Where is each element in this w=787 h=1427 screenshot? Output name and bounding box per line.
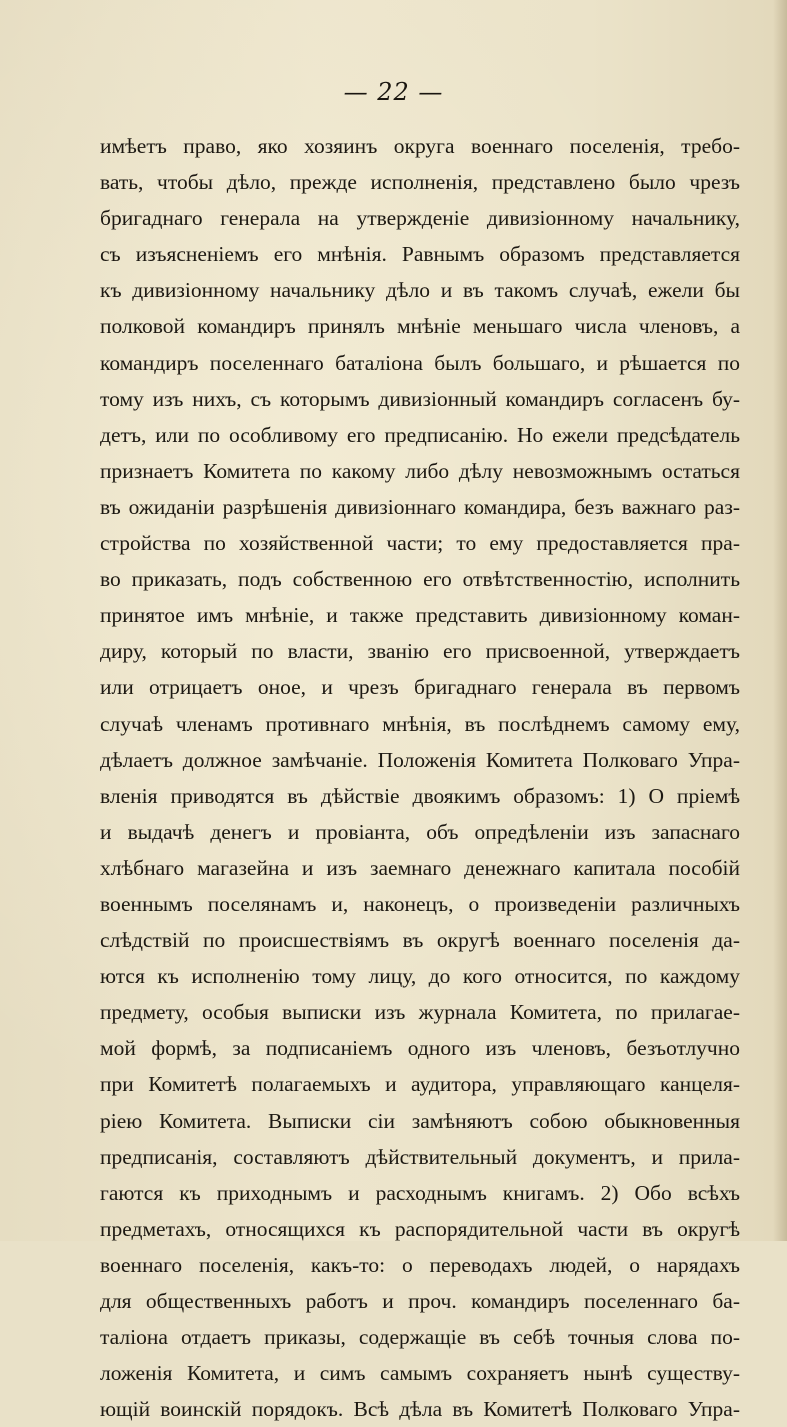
text-line: детъ, или по особливому его предписанію. Но ежели предсѣдатель: [100, 422, 740, 447]
text-line: военнымъ поселянамъ и, наконецъ, о произведеніи различныхъ: [100, 891, 740, 916]
text-line: въ ожиданіи разрѣшенія дивизіоннаго командира, безъ важнаго раз-: [100, 494, 740, 519]
text-line: принятое имъ мнѣніе, и также представить дивизіонному коман-: [100, 603, 740, 628]
text-line: ложенія Комитета, и симъ самымъ сохраняетъ нынѣ существу-: [100, 1361, 740, 1386]
text-line: или отрицаетъ оное, и чрезъ бригаднаго генерала въ первомъ: [100, 675, 740, 700]
text-line: и выдачѣ денегъ и провіанта, объ опредѣленіи изъ запаснаго: [100, 819, 740, 844]
text-line: при Комитетѣ полагаемыхъ и аудитора, управляющаго канцеля-: [100, 1072, 740, 1097]
text-line: бригаднаго генерала на утвержденіе дивизіонному начальнику,: [100, 206, 740, 231]
text-line: дѣлаетъ должное замѣчаніе. Положенія Комитета Полковаго Упра-: [100, 747, 740, 772]
text-line: во приказать, подъ собственною его отвѣтственностію, исполнить: [100, 567, 740, 592]
text-line: военнаго поселенія, какъ-то: о переводахъ людей, о нарядахъ: [100, 1252, 740, 1277]
text-line: случаѣ членамъ противнаго мнѣнія, въ послѣднемъ самому ему,: [100, 711, 740, 736]
text-line: предписанія, составляютъ дѣйствительный документъ, и прила-: [100, 1144, 740, 1169]
text-line: таліона отдаетъ приказы, содержащіе въ себѣ точныя слова по-: [100, 1325, 740, 1350]
body-text: [100, 128, 740, 1427]
text-line: имѣетъ право, яко хозяинъ округа военнаго поселенія, требо-: [100, 134, 740, 158]
text-line: предметахъ, относящихся къ распорядительной части въ округѣ: [100, 1216, 740, 1241]
text-line: къ дивизіонному начальнику дѣло и въ такомъ случаѣ, ежели бы: [100, 278, 740, 303]
text-line: диру, который по власти, званію его присвоенной, утверждаетъ: [100, 639, 740, 664]
page-number-header: — 22 —: [343, 78, 444, 106]
text-line: признаетъ Комитета по какому либо дѣлу невозможнымъ остаться: [100, 458, 740, 483]
text-line: ріею Комитета. Выписки сіи замѣняютъ собою обыкновенныя: [100, 1108, 740, 1133]
text-line: тому изъ нихъ, съ которымъ дивизіонный командиръ согласенъ бу-: [100, 386, 740, 411]
text-line: съ изъясненіемъ его мнѣнія. Равнымъ образомъ представляется: [100, 242, 740, 267]
text-line: ются къ исполненію тому лицу, до кого относится, по каждому: [100, 964, 740, 989]
text-line: командиръ поселеннаго баталіона былъ большаго, и рѣшается по: [100, 350, 740, 375]
text-line: стройства по хозяйственной части; то ему предоставляется пра-: [100, 531, 740, 556]
text-line: вленія приводятся въ дѣйствіе двоякимъ образомъ: 1) О пріемѣ: [100, 783, 740, 808]
text-line: полковой командиръ принялъ мнѣніе меньшаго числа членовъ, а: [100, 314, 740, 339]
text-line: ющій воинскій порядокъ. Всѣ дѣла въ Комитетѣ Полковаго Упра-: [100, 1397, 740, 1422]
text-line: мой формѣ, за подписаніемъ одного изъ членовъ, безъотлучно: [100, 1036, 740, 1061]
text-line: слѣдствій по происшествіямъ въ округѣ военнаго поселенія да-: [100, 928, 740, 953]
text-line: хлѣбнаго магазейна и изъ заемнаго денежнаго капитала пособій: [100, 855, 740, 880]
text-line: вать, чтобы дѣло, прежде исполненія, представлено было чрезъ: [100, 170, 740, 195]
text-line: для общественныхъ работъ и проч. командиръ поселеннаго ба-: [100, 1289, 740, 1313]
text-line: гаются къ приходнымъ и расходнымъ книгамъ. 2) Обо всѣхъ: [100, 1180, 740, 1205]
page-edge-shadow: [773, 0, 787, 1241]
text-line: предмету, особыя выписки изъ журнала Комитета, по прилагае-: [100, 1000, 740, 1025]
